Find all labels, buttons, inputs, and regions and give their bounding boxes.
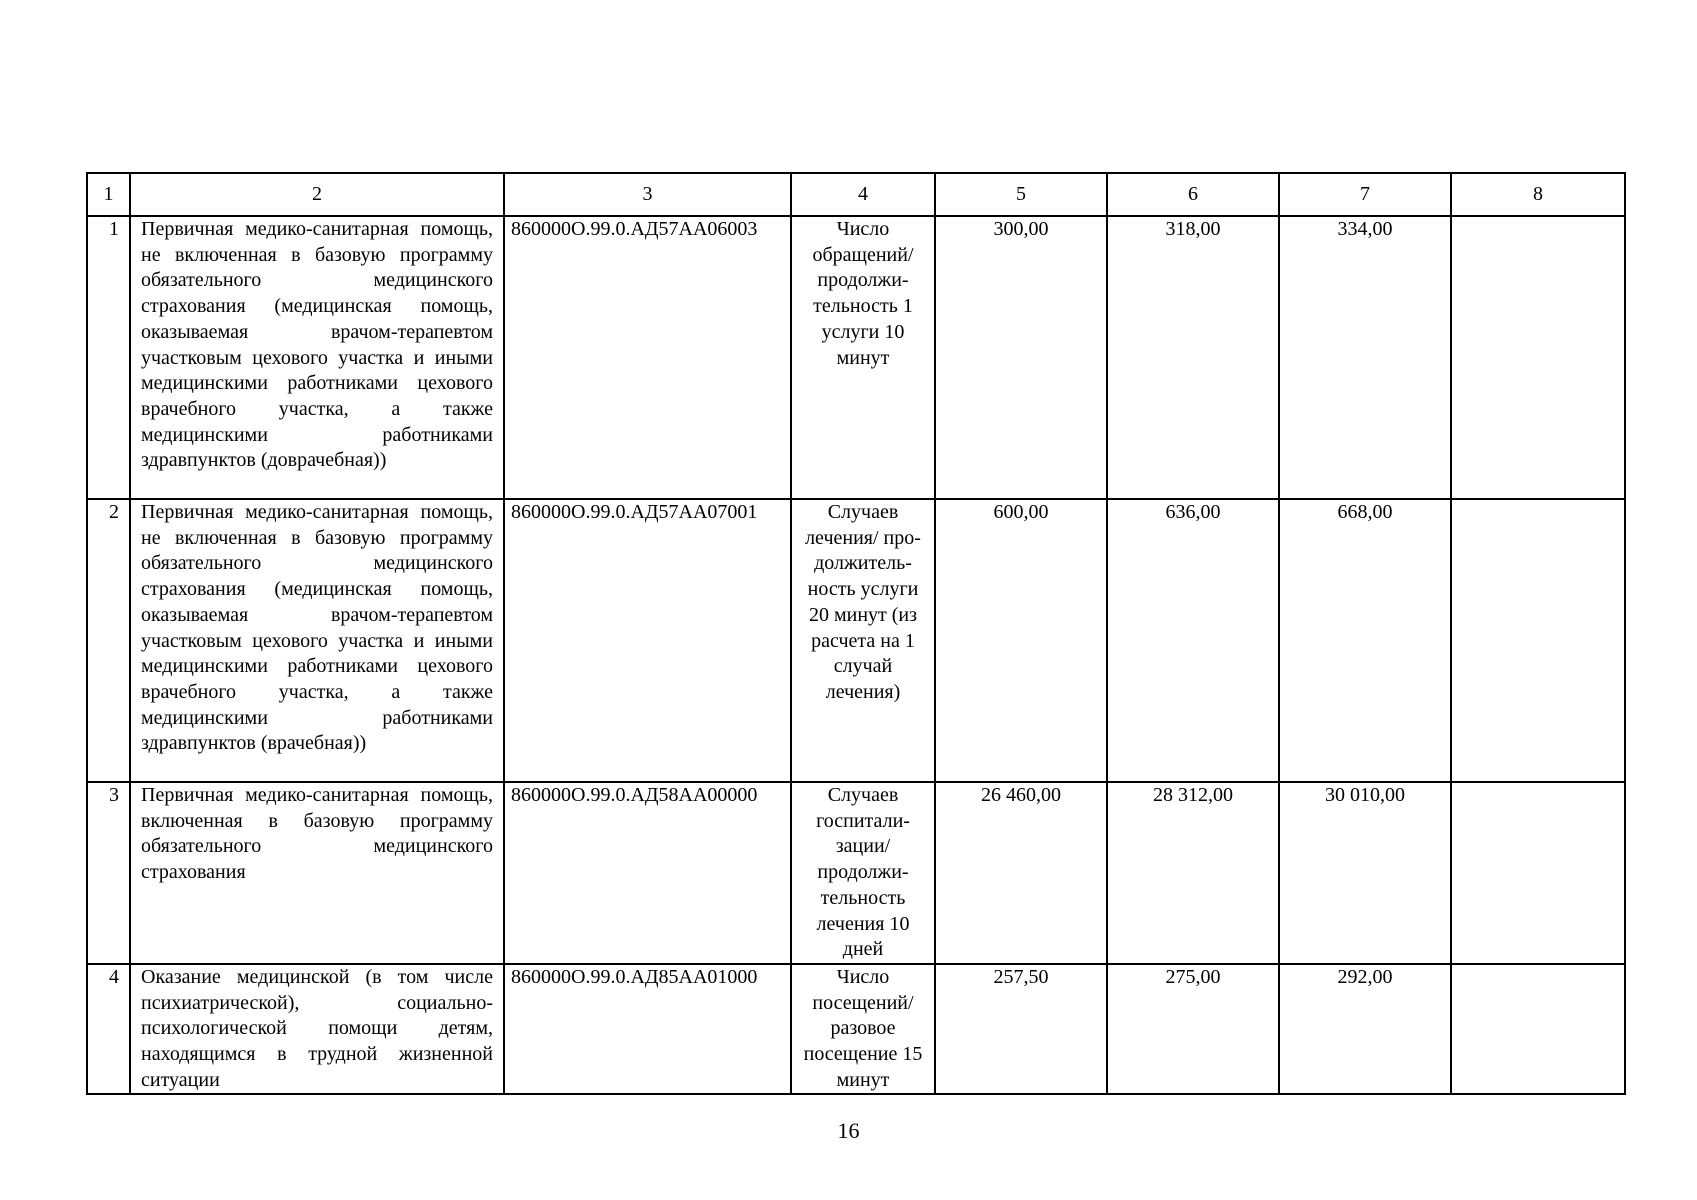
registry-code: 860000О.99.0.АД85АА01000 [504, 964, 791, 1095]
unit-of-measure: Число посещений/ разовое посещение 15 минут [791, 964, 935, 1095]
unit-of-measure: Случаев лечения/ про-должитель-ность услуги 20 минут (из расчета на 1 случай лечения) [791, 499, 935, 782]
header-col-4: 4 [791, 173, 935, 216]
value-col-5: 26 460,00 [935, 782, 1107, 964]
unit-of-measure: Число обращений/ продолжи-тельность 1 услуги 10 минут [791, 216, 935, 499]
unit-of-measure: Случаев госпитали-зации/ продолжи-тельность лечения 10 дней [791, 782, 935, 964]
registry-code: 860000О.99.0.АД58АА00000 [504, 782, 791, 964]
value-col-7: 668,00 [1279, 499, 1451, 782]
header-col-6: 6 [1107, 173, 1279, 216]
row-number: 3 [87, 782, 130, 964]
service-name: Оказание медицинской (в том числе психиатрической), социально-психологической помощи детям, находящимся в трудной жизненной ситуации [130, 964, 504, 1095]
value-col-6: 318,00 [1107, 216, 1279, 499]
value-col-7: 334,00 [1279, 216, 1451, 499]
value-col-8 [1451, 964, 1625, 1095]
value-col-5: 300,00 [935, 216, 1107, 499]
value-col-6: 275,00 [1107, 964, 1279, 1095]
header-col-2: 2 [130, 173, 504, 216]
value-col-7: 292,00 [1279, 964, 1451, 1095]
row-number: 4 [87, 964, 130, 1095]
table-row [87, 216, 1625, 499]
value-col-8 [1451, 782, 1625, 964]
header-col-5: 5 [935, 173, 1107, 216]
service-name: Первичная медико-санитарная помощь, включенная в базовую программу обязательного медицинского страхования [130, 782, 504, 964]
row-number: 2 [87, 499, 130, 782]
value-col-8 [1451, 499, 1625, 782]
value-col-8 [1451, 216, 1625, 499]
registry-code: 860000О.99.0.АД57АА06003 [504, 216, 791, 499]
value-col-6: 28 312,00 [1107, 782, 1279, 964]
service-name: Первичная медико-санитарная помощь, не включенная в базовую программу обязательного медицинского страхования (медицинская помощь, оказываемая врачом-терапевтом участковым цехового участка и иными медицинскими работниками цехового врачебного участка, а также медицинскими работниками здравпунктов (врачебная)) [130, 499, 504, 782]
table-row [87, 782, 1625, 964]
service-name: Первичная медико-санитарная помощь, не включенная в базовую программу обязательного медицинского страхования (медицинская помощь, оказываемая врачом-терапевтом участковым цехового участка и иными медицинскими работниками цехового врачебного участка, а также медицинскими работниками здравпунктов (доврачебная)) [130, 216, 504, 499]
header-col-8: 8 [1451, 173, 1625, 216]
header-col-1: 1 [87, 173, 130, 216]
value-col-7: 30 010,00 [1279, 782, 1451, 964]
header-col-7: 7 [1279, 173, 1451, 216]
registry-code: 860000О.99.0.АД57АА07001 [504, 499, 791, 782]
value-col-6: 636,00 [1107, 499, 1279, 782]
services-table [86, 172, 1626, 1095]
table-row [87, 499, 1625, 782]
value-col-5: 257,50 [935, 964, 1107, 1095]
row-number: 1 [87, 216, 130, 499]
value-col-5: 600,00 [935, 499, 1107, 782]
table-row [87, 964, 1625, 1095]
header-row [87, 173, 1625, 216]
page-number: 16 [837, 1118, 860, 1143]
header-col-3: 3 [504, 173, 791, 216]
